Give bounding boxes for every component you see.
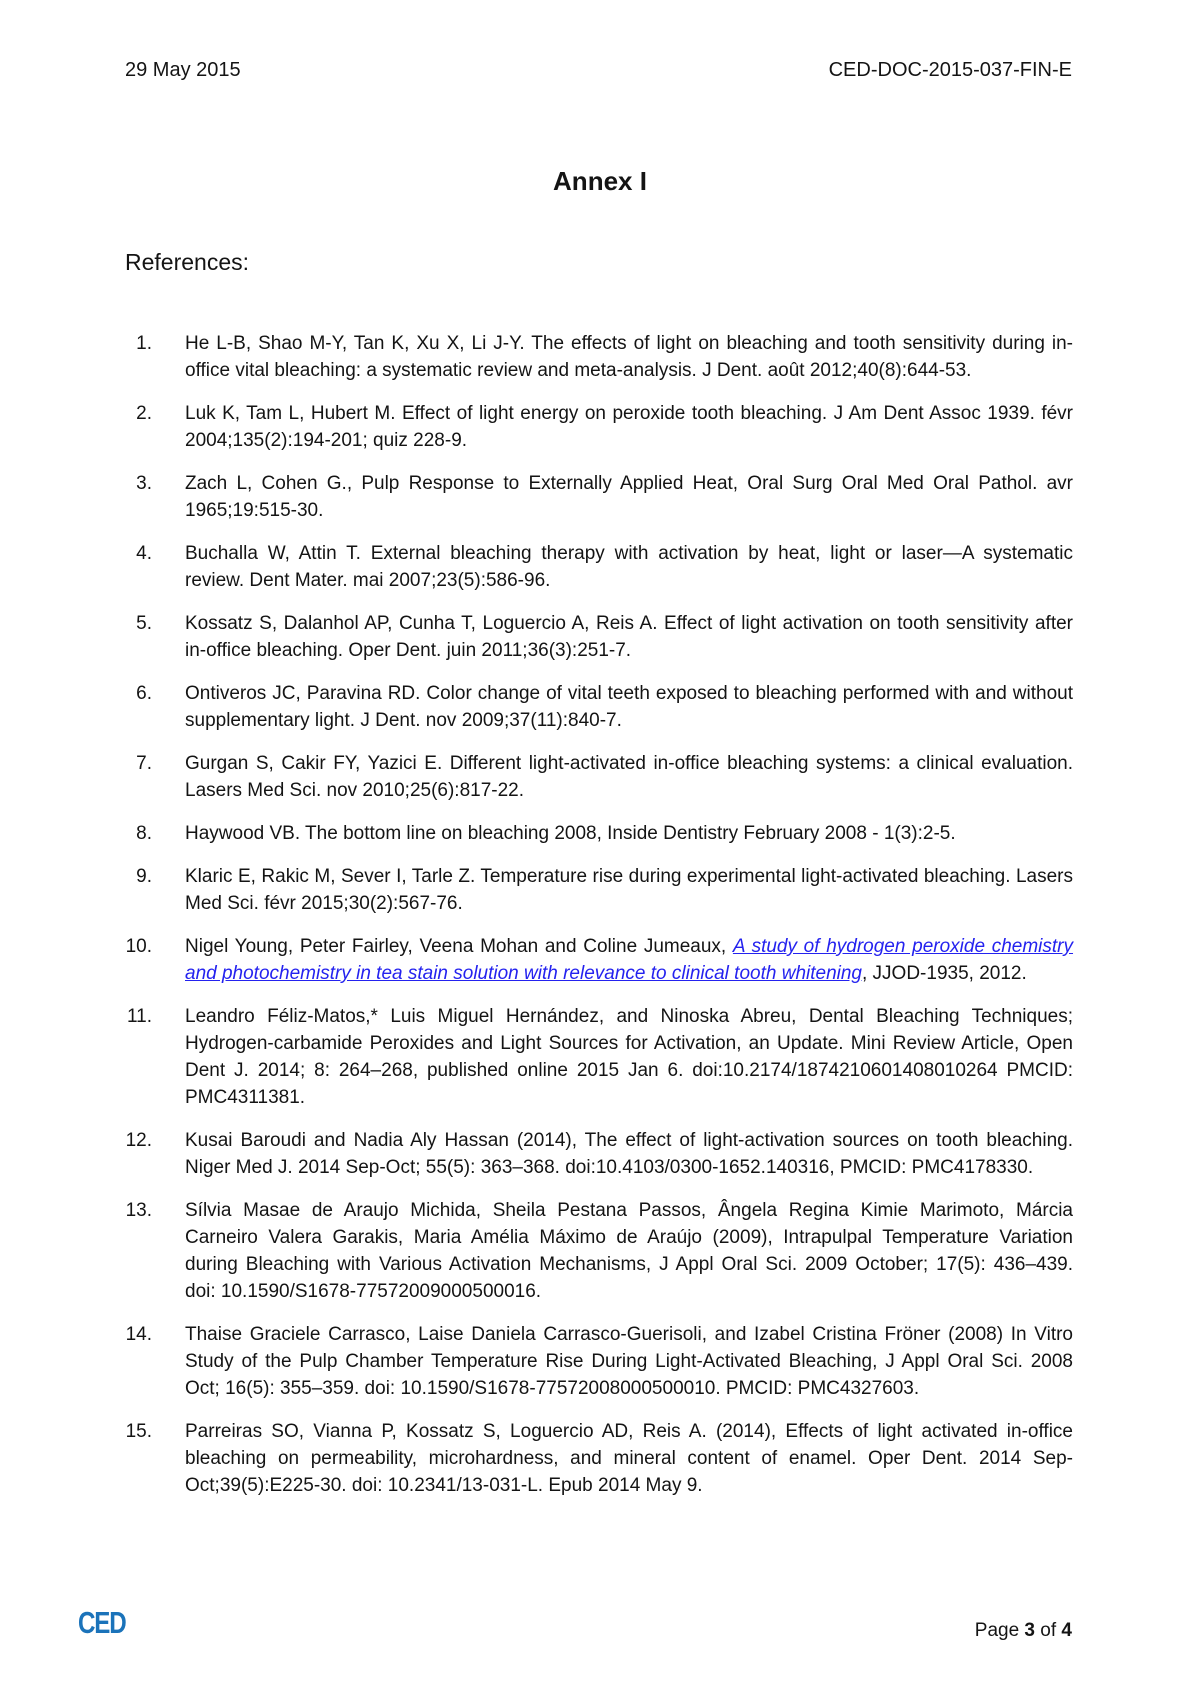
reference-number: 4. bbox=[136, 543, 152, 564]
reference-link[interactable]: A study of hydrogen peroxide chemistry and photochemistry in tea stain solution with relevance to clinical tooth whitening bbox=[185, 936, 1074, 984]
reference-text bbox=[185, 330, 1073, 384]
reference-item bbox=[118, 1321, 1073, 1402]
reference-list bbox=[118, 330, 1073, 1499]
reference-item bbox=[118, 1197, 1073, 1305]
reference-text-part: Ontiveros JC, Paravina RD. Color change of vital teeth exposed to bleaching performed with and without supplementary light. J Dent. nov 2009;37(11):840‑7. bbox=[185, 683, 1073, 731]
reference-text-part: Zach L, Cohen G., Pulp Response to Externally Applied Heat, Oral Surg Oral Med Oral Pathol. avr 1965;19:515‑30. bbox=[185, 473, 1073, 521]
reference-text-part: Thaise Graciele Carrasco, Laise Daniela Carrasco-Guerisoli, and Izabel Cristina Fröner (2008) In Vitro Study of the Pulp Chamber Temperature Rise During Light-Activated Bleaching, J Appl Oral Sci. 2008 Oct; 16(5): 355–359. doi: 10.1590/S1678-77572008000500010. PMCID: PMC4327603. bbox=[185, 1324, 1073, 1399]
reference-number: 8. bbox=[136, 823, 152, 844]
reference-text-part: Leandro Féliz-Matos,* Luis Miguel Hernández, and Ninoska Abreu, Dental Bleaching Techniques; Hydrogen-carbamide Peroxides and Light Sources for Activation, an Update. Mini Review Article, Open Dent J. 2014; 8: 264–268, published online 2015 Jan 6. doi:10.2174/1874210601408010264 PMCID: PMC4311381. bbox=[185, 1006, 1073, 1108]
reference-text-part: Buchalla W, Attin T. External bleaching therapy with activation by heat, light or laser—A systematic review. Dent Mater. mai 2007;23(5):586‑96. bbox=[185, 543, 1073, 591]
reference-text-part: Luk K, Tam L, Hubert M. Effect of light energy on peroxide tooth bleaching. J Am Dent Assoc 1939. févr 2004;135(2):194‑201; quiz 228‑9. bbox=[185, 403, 1073, 451]
reference-number: 1. bbox=[136, 333, 152, 354]
reference-item bbox=[118, 750, 1073, 804]
reference-text-part: , JJOD-1935, 2012. bbox=[862, 963, 1027, 984]
reference-item bbox=[118, 1127, 1073, 1181]
reference-text-part: He L-B, Shao M-Y, Tan K, Xu X, Li J-Y. The effects of light on bleaching and tooth sensitivity during in-office vital bleaching: a systematic review and meta-analysis. J Dent. août 2012;40(8):644‑53. bbox=[185, 333, 1073, 381]
reference-text bbox=[185, 610, 1073, 664]
reference-number: 2. bbox=[136, 403, 152, 424]
ced-logo: CED bbox=[78, 1605, 126, 1640]
reference-item bbox=[118, 933, 1073, 987]
page-current: 3 bbox=[1024, 1620, 1035, 1641]
reference-text bbox=[185, 820, 1073, 847]
reference-text bbox=[185, 933, 1073, 987]
reference-text bbox=[185, 470, 1073, 524]
reference-text-part: Gurgan S, Cakir FY, Yazici E. Different light-activated in-office bleaching systems: a clinical evaluation. Lasers Med Sci. nov 2010;25(6):817‑22. bbox=[185, 753, 1073, 801]
reference-text bbox=[185, 1418, 1073, 1499]
reference-text bbox=[185, 1003, 1073, 1111]
reference-number: 13. bbox=[125, 1200, 152, 1221]
reference-text bbox=[185, 540, 1073, 594]
header-doc-id: CED-DOC-2015-037-FIN-E bbox=[828, 59, 1072, 81]
reference-item bbox=[118, 540, 1073, 594]
reference-text-part: Sílvia Masae de Araujo Michida, Sheila Pestana Passos, Ângela Regina Kimie Marimoto, Márcia Carneiro Valera Garakis, Maria Amélia Máximo de Araújo (2009), Intrapulpal Temperature Variation during Bleaching with Various Activation Mechanisms, J Appl Oral Sci. 2009 October; 17(5): 436–439. doi: 10.1590/S1678-77572009000500016. bbox=[185, 1200, 1073, 1302]
reference-text-part: Kossatz S, Dalanhol AP, Cunha T, Loguercio A, Reis A. Effect of light activation on tooth sensitivity after in-office bleaching. Oper Dent. juin 2011;36(3):251‑7. bbox=[185, 613, 1073, 661]
reference-number: 5. bbox=[136, 613, 152, 634]
reference-number: 15. bbox=[125, 1421, 152, 1442]
page-header bbox=[0, 0, 1200, 82]
reference-text-part: Kusai Baroudi and Nadia Aly Hassan (2014), The effect of light-activation sources on tooth bleaching. Niger Med J. 2014 Sep-Oct; 55(5): 363–368. doi:10.4103/0300-1652.140316, PMCID: PMC4178330. bbox=[185, 1130, 1073, 1178]
reference-item bbox=[118, 1418, 1073, 1499]
reference-item bbox=[118, 680, 1073, 734]
reference-item bbox=[118, 820, 1073, 847]
reference-text-part: Haywood VB. The bottom line on bleaching 2008, Inside Dentistry February 2008 - 1(3):2‑5. bbox=[185, 823, 956, 844]
reference-item bbox=[118, 330, 1073, 384]
page-label: Page bbox=[974, 1620, 1020, 1641]
reference-number: 12. bbox=[125, 1130, 152, 1151]
reference-text bbox=[185, 680, 1073, 734]
reference-number: 14. bbox=[125, 1324, 152, 1345]
reference-text bbox=[185, 1321, 1073, 1402]
reference-number: 11. bbox=[126, 1006, 152, 1027]
references-heading: References: bbox=[125, 249, 250, 275]
reference-text bbox=[185, 750, 1073, 804]
reference-text bbox=[185, 1127, 1073, 1181]
reference-text bbox=[185, 1197, 1073, 1305]
reference-number: 9. bbox=[136, 866, 152, 887]
annex-title: Annex I bbox=[553, 166, 647, 196]
header-date: 29 May 2015 bbox=[125, 59, 241, 81]
reference-item bbox=[118, 1003, 1073, 1111]
page-number bbox=[975, 1620, 1072, 1642]
reference-number: 3. bbox=[136, 473, 152, 494]
reference-number: 7. bbox=[136, 753, 152, 774]
reference-item bbox=[118, 400, 1073, 454]
reference-number: 6. bbox=[136, 683, 152, 704]
page-total: 4 bbox=[1061, 1620, 1072, 1641]
reference-text-part: Klaric E, Rakic M, Sever I, Tarle Z. Temperature rise during experimental light-activated bleaching. Lasers Med Sci. févr 2015;30(2):567‑76. bbox=[185, 866, 1073, 914]
reference-item bbox=[118, 610, 1073, 664]
reference-item bbox=[118, 863, 1073, 917]
reference-text bbox=[185, 400, 1073, 454]
of-label: of bbox=[1040, 1620, 1057, 1641]
reference-item bbox=[118, 470, 1073, 524]
reference-text bbox=[185, 863, 1073, 917]
reference-text-part: Nigel Young, Peter Fairley, Veena Mohan and Coline Jumeaux, bbox=[185, 936, 733, 957]
reference-text-part: Parreiras SO, Vianna P, Kossatz S, Loguercio AD, Reis A. (2014), Effects of light activated in-office bleaching on permeability, microhardness, and mineral content of enamel. Oper Dent. 2014 Sep-Oct;39(5):E225-30. doi: 10.2341/13-031-L. Epub 2014 May 9. bbox=[185, 1421, 1073, 1496]
reference-number: 10. bbox=[125, 936, 152, 957]
